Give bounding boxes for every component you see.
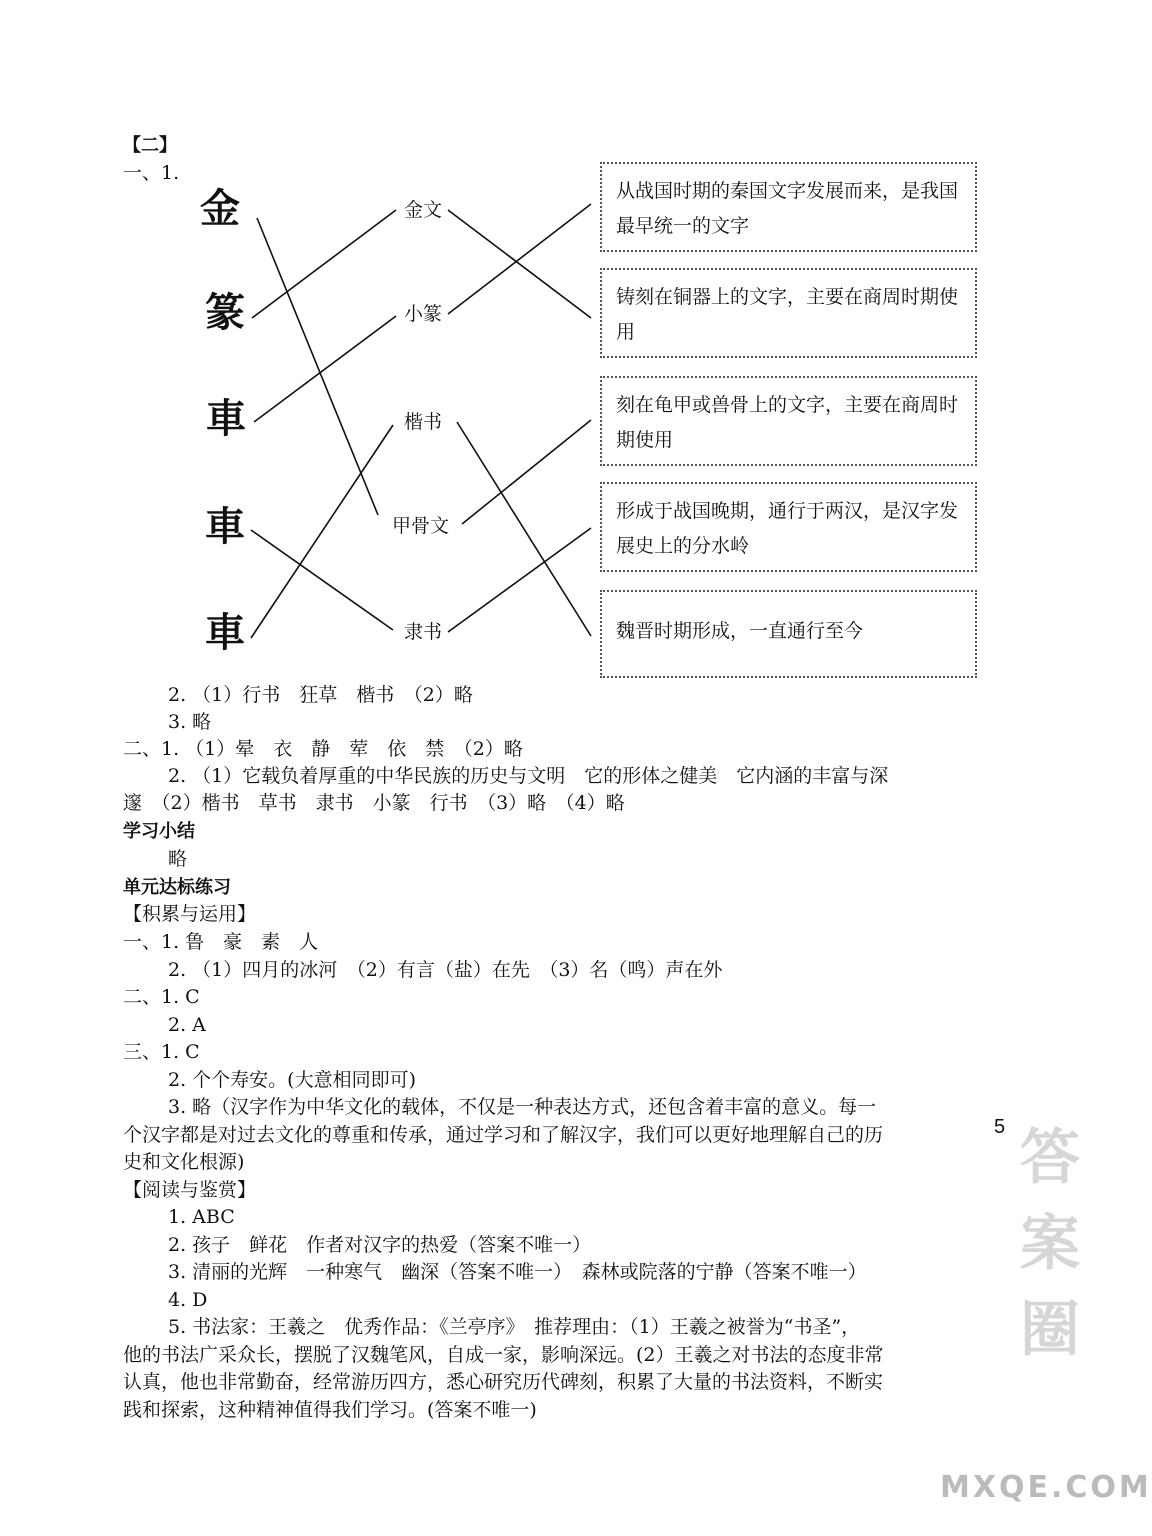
answer-line: 3. 略（汉字作为中华文化的载体，不仅是一种表达方式，还包含着丰富的意义。每一 [168, 1096, 877, 1118]
answer-line: 2. 个个寿安。(大意相同即可) [168, 1069, 416, 1091]
term-lishu: 隶书 [404, 621, 443, 643]
answer-line: 2. （1）四月的冰河 （2）有言（盐）在先 （3）名（鸣）声在外 [168, 959, 723, 981]
answer-line: 史和文化根源) [123, 1151, 245, 1173]
description-box: 魏晋时期形成，一直通行至今 [600, 590, 977, 678]
watermark: MXQE.COM [940, 1470, 1152, 1505]
page-number: 5 [994, 1116, 1006, 1138]
regular-script-glyph: 車 [205, 609, 245, 656]
answer-line: 他的书法广采众长，摆脱了汉魏笔风，自成一家，影响深远。(2）王羲之对书法的态度非常 [123, 1344, 884, 1366]
match-line [448, 210, 591, 318]
answer-line: 践和探索，这种精神值得我们学习。(答案不唯一) [123, 1399, 537, 1421]
answer-line: 邃 （2）楷书 草书 隶书 小篆 行书 （3）略 （4）略 [123, 792, 625, 814]
description-box: 铸刻在铜器上的文字，主要在商周时期使用 [600, 268, 977, 358]
term-xiaozhuan: 小篆 [404, 303, 443, 325]
answer-line: 5. 书法家：王羲之 优秀作品：《兰亭序》 推荐理由：（1）王羲之被誉为“书圣”， [168, 1316, 861, 1338]
answer-line: 一、1. 鲁 豪 素 人 [123, 931, 319, 953]
term-jinwen: 金文 [404, 199, 443, 221]
section-title: 【二】 [123, 135, 177, 156]
match-line [457, 422, 591, 636]
term-jiaguwen: 甲骨文 [392, 515, 450, 537]
description-box: 刻在龟甲或兽骨上的文字，主要在商周时期使用 [600, 376, 977, 466]
answer-line: 三、1. C [123, 1041, 200, 1063]
section-heading: 单元达标练习 [123, 877, 231, 898]
watermark-logo: 答案圈 [1020, 1123, 1082, 1365]
match-line [252, 210, 396, 318]
answer-line: 2. （1）行书 狂草 楷书 （2）略 [168, 684, 473, 706]
answer-line: 2. 孩子 鲜花 作者对汉字的热爱（答案不唯一） [168, 1234, 592, 1256]
match-line [448, 528, 591, 632]
subsection-heading: 【阅读与鉴赏】 [123, 1179, 257, 1201]
answer-line: 2. （1）它载负着厚重的中华民族的历史与文明 它的形体之健美 它内涵的丰富与深 [168, 765, 889, 787]
oracle-bone-glyph: 車 [205, 503, 245, 550]
match-line [254, 316, 396, 422]
answer-line: 略 [168, 848, 188, 870]
answer-line: 2. A [168, 1014, 206, 1036]
match-line [448, 204, 591, 314]
answer-line: 4. D [168, 1289, 208, 1311]
bronze-script-glyph: 金 [200, 185, 240, 232]
answer-line: 认真，他也非常勤奋，经常游历四方，悉心研究历代碑刻，积累了大量的书法资料，不断实 [123, 1371, 884, 1393]
answer-line: 二、1. （1）晕 衣 静 荤 依 禁 （2）略 [123, 738, 523, 760]
description-box: 形成于战国晚期，通行于两汉，是汉字发展史上的分水岭 [600, 482, 977, 572]
answer-line: 1. ABC [168, 1206, 235, 1228]
match-line [462, 420, 591, 524]
description-box: 从战国时期的秦国文字发展而来，是我国最早统一的文字 [600, 162, 977, 252]
answer-line: 3. 清丽的光辉 一种寒气 幽深（答案不唯一） 森林或院落的宁静（答案不唯一） [168, 1261, 867, 1283]
match-line [251, 530, 393, 630]
term-kaishu: 楷书 [404, 411, 443, 433]
answer-line: 3. 略 [168, 711, 212, 733]
subsection-heading: 【积累与运用】 [123, 903, 257, 925]
section-heading: 学习小结 [123, 821, 195, 842]
clerical-script-glyph: 車 [206, 395, 246, 442]
answer-line: 个汉字都是对过去文化的尊重和传承，通过学习和了解汉字，我们可以更好地理解自己的历 [123, 1124, 884, 1146]
match-line [251, 425, 393, 638]
seal-script-glyph: 篆 [205, 289, 245, 336]
match-line [257, 218, 378, 515]
answer-line: 二、1. C [123, 986, 200, 1008]
question-label: 一、1. [123, 162, 180, 184]
